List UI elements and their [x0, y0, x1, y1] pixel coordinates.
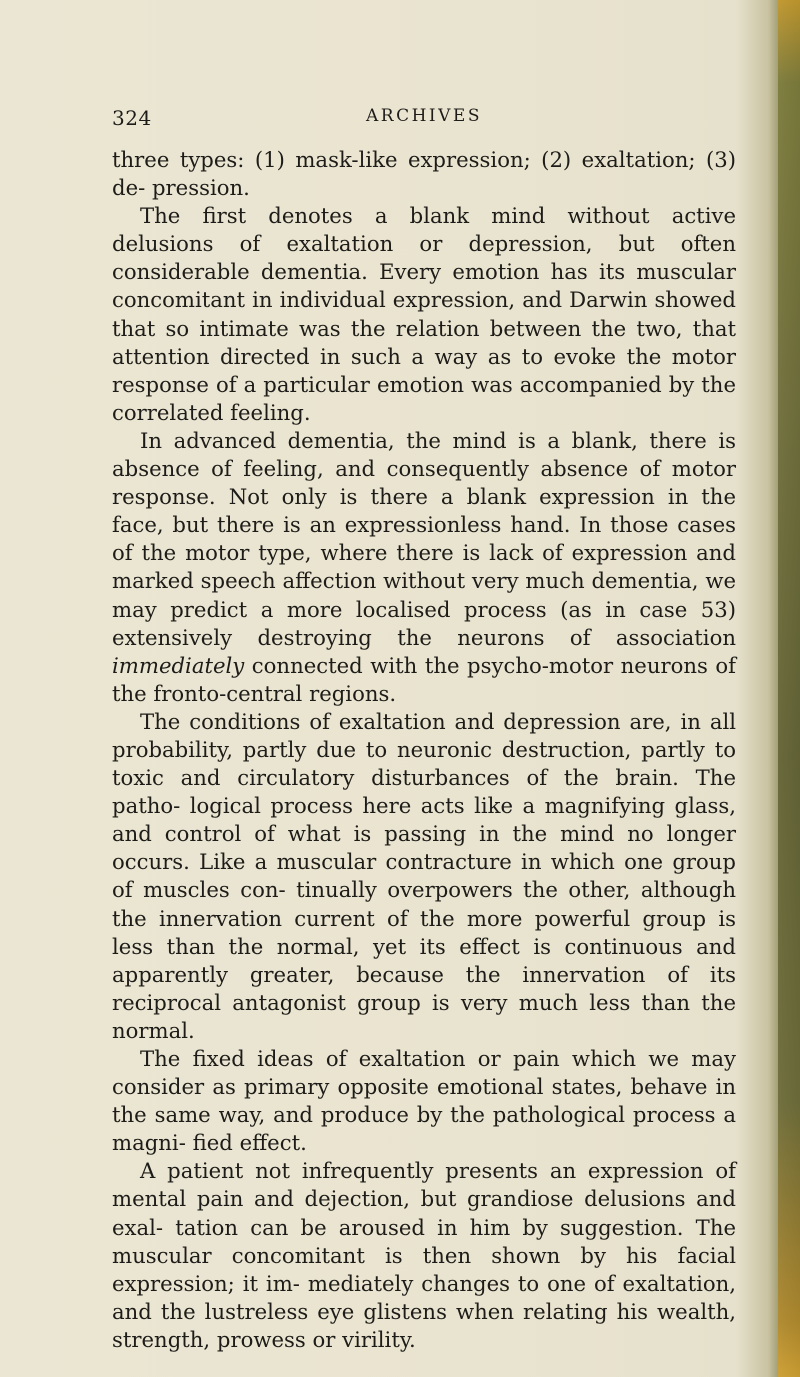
- page-header: [112, 106, 736, 136]
- emphasis-immediately: immediately: [112, 652, 245, 678]
- paragraph-4: The conditions of exaltation and depression are, in all probability, partly due to neuronic destruction, partly to toxic and circulatory disturbances of the brain. The patho- logical process here acts like a magnifying glass, and control of what is passing in the mind no longer occurs. Like a muscular contracture in which one group of muscles con- tinually overpowers the other, although the innervation current of the more powerful group is less than the normal, yet its effect is continuous and apparently greater, because the innervation of its reciprocal antagonist group is very much less than the normal.: [112, 708, 736, 1043]
- paragraph-3-tail: connected with the psycho-motor neurons of the fronto-central regions.: [112, 652, 736, 706]
- page-edge-binding: [778, 0, 800, 1377]
- paragraph-5: The fixed ideas of exaltation or pain which we may consider as primary opposite emotional states, behave in the same way, and produce by the pathological process a magni- fied effect.: [112, 1046, 736, 1156]
- page-number: 324: [112, 106, 152, 130]
- paragraph-1: three types: (1) mask-like expression; (2) exaltation; (3) de- pression.: [112, 147, 736, 201]
- body-text: [112, 146, 736, 1354]
- paragraph-6: A patient not infrequently presents an expression of mental pain and dejection, but grandiose delusions and exal- tation can be aroused in him by suggestion. The muscular concomitant is then shown by his facial expression; it im- mediately changes to one of exaltation, and the lustreless eye glistens when relating his wealth, strength, prowess or virility.: [112, 1158, 736, 1352]
- running-head: ARCHIVES: [366, 106, 482, 126]
- paragraph-3-text: In advanced dementia, the mind is a blank, there is absence of feeling, and consequently absence of motor response. Not only is there a blank expression in the face, but there is an expressionless hand. In those cases of the motor type, where there is lack of expression and marked speech affection without very much dementia, we may predict a more localised process (as in case 53) extensively destroying the neurons of association: [112, 427, 736, 650]
- paragraph-3: [112, 427, 736, 708]
- paragraph-2: The first denotes a blank mind without active delusions of exaltation or depression, but often considerable dementia. Every emotion has its muscular concomitant in individual expression, and Darwin showed that so intimate was the relation between the two, that attention directed in such a way as to evoke the motor response of a particular emotion was accompanied by the correlated feeling.: [112, 203, 736, 425]
